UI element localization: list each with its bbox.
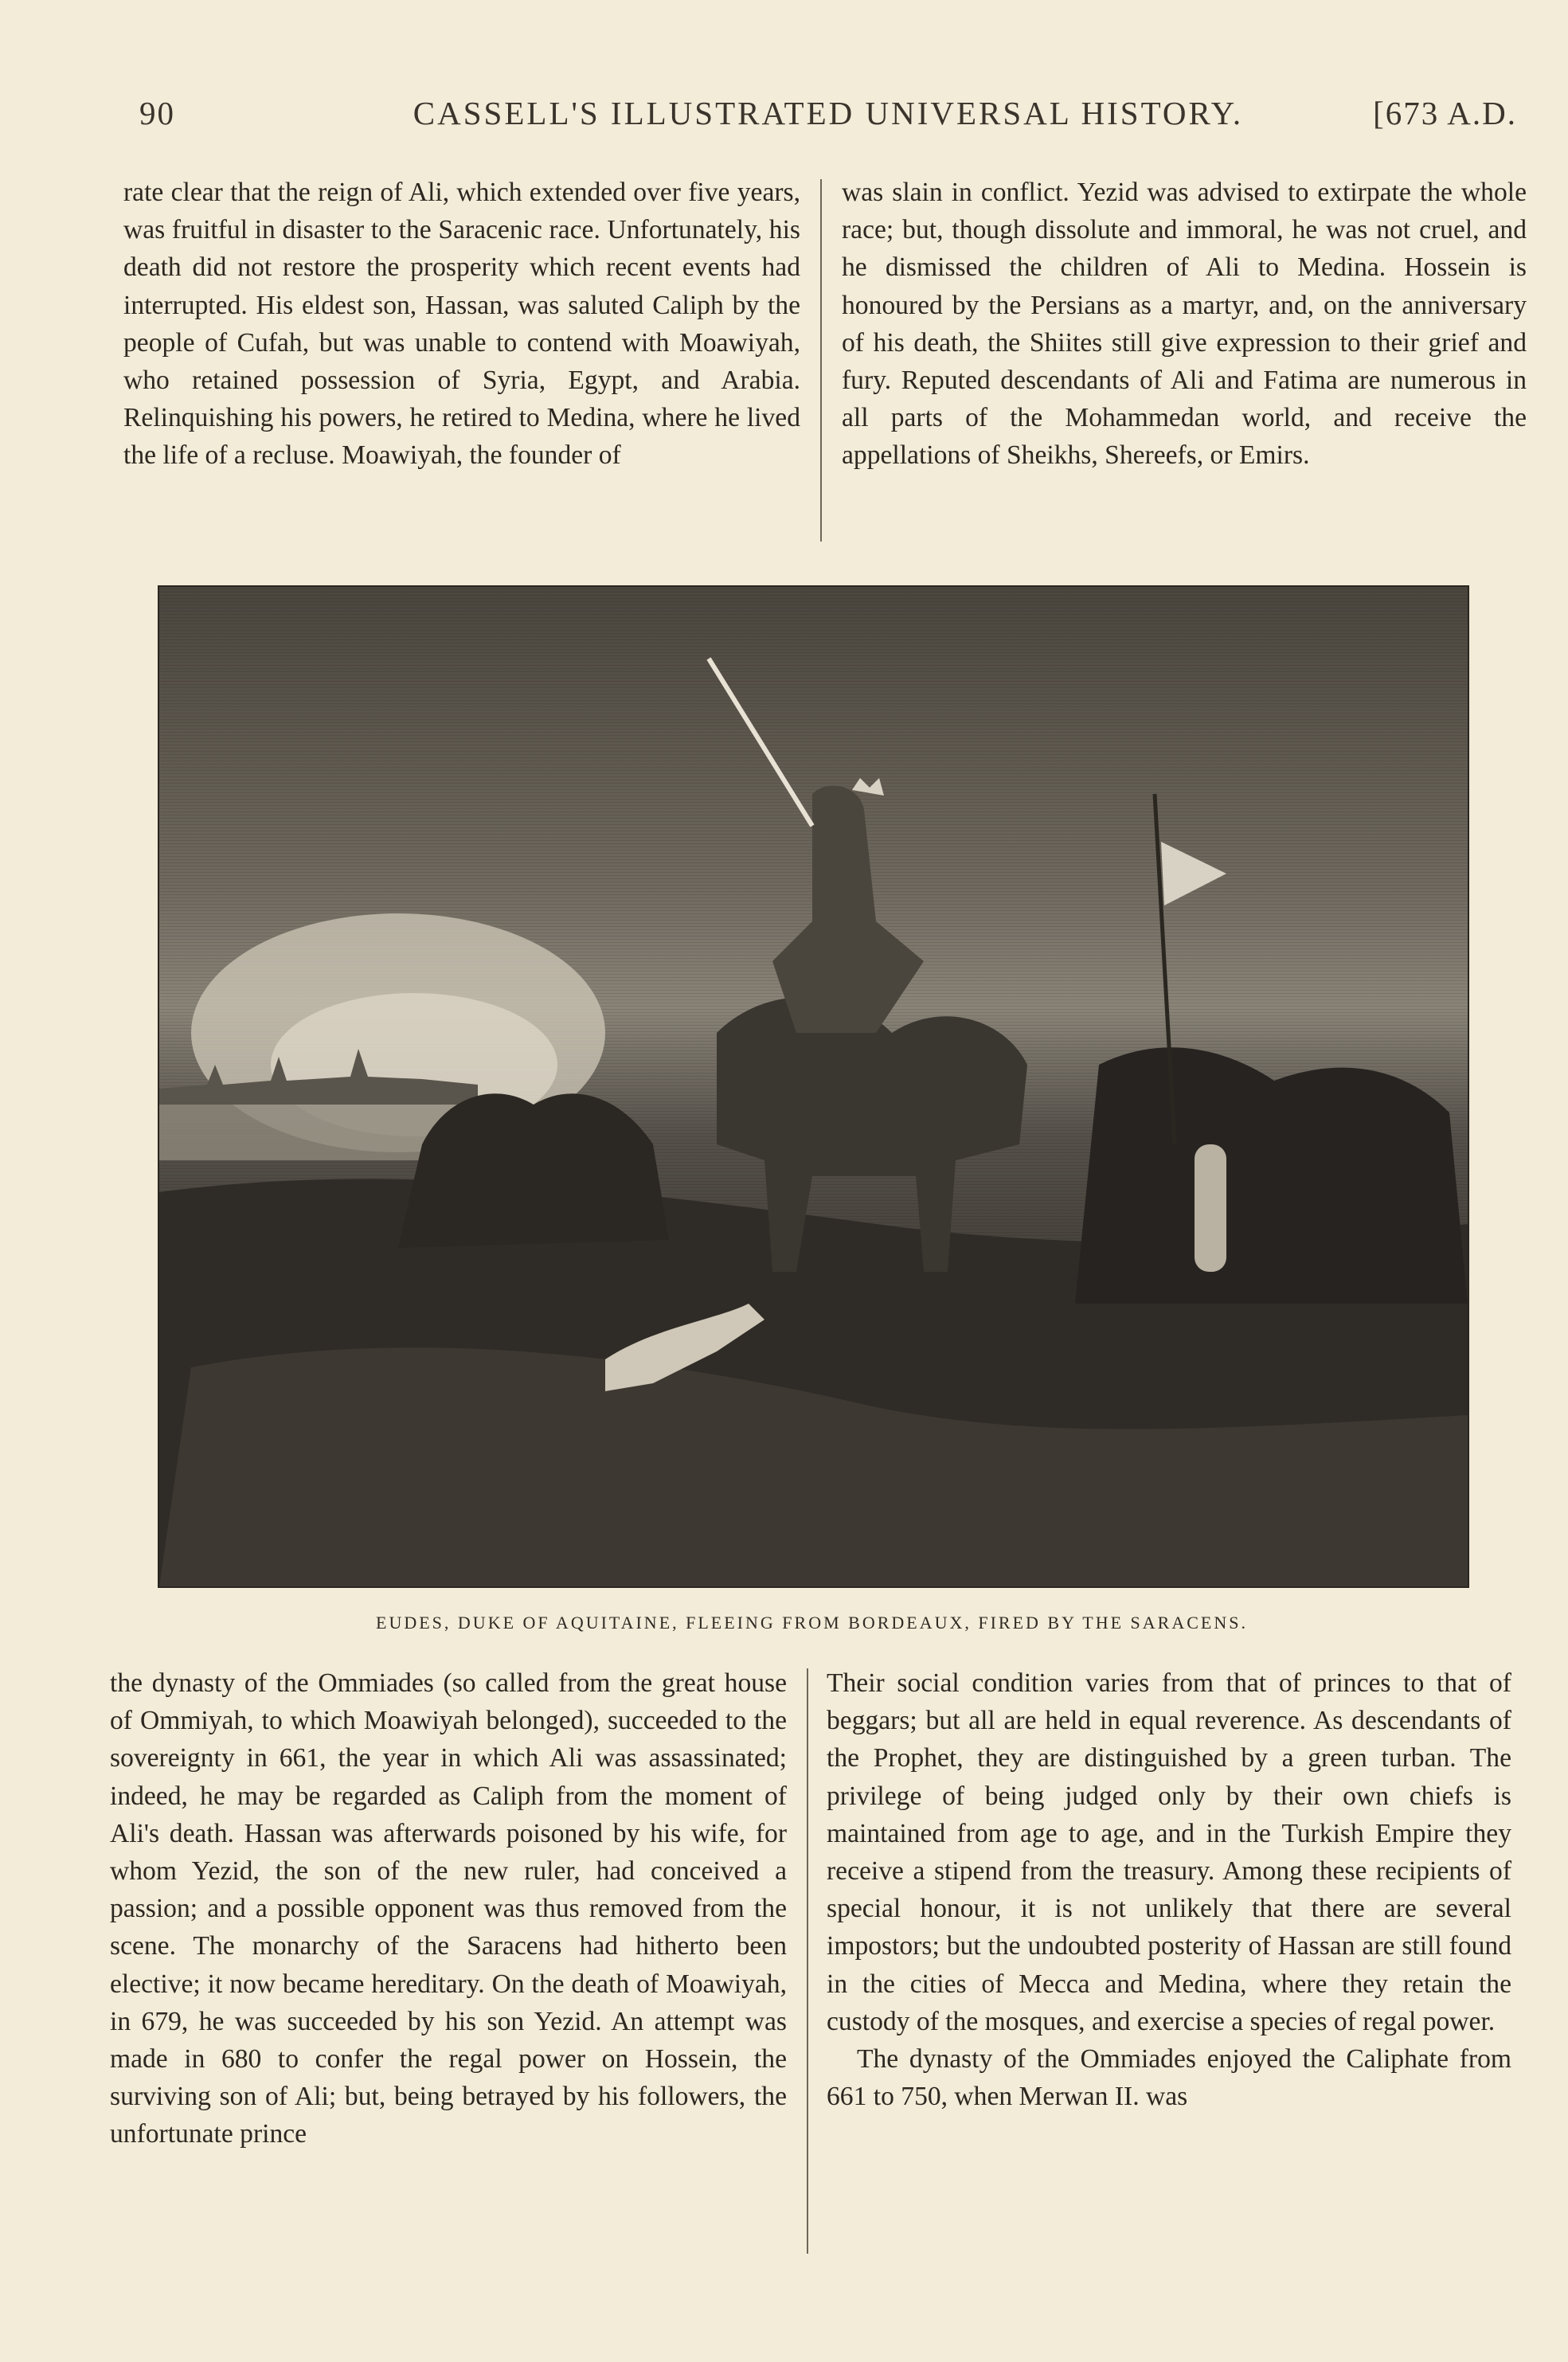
column-divider — [820, 179, 822, 542]
engraving-illustration — [158, 585, 1469, 1588]
text-column-top-right — [842, 174, 1527, 475]
paragraph: was slain in conflict. Yezid was advised to extirpate the whole race; but, though dissolute and immoral, he was not cruel, and he dismissed the children of Ali to Medina. Hossein is honoured by the Persians as a martyr, and, on the anniversary of his death, the Shiites still give expression to their grief and fury. Reputed descendants of Ali and Fatima are numerous in all parts of the Mohammedan world, and receive the appellations of Sheikhs, Shereefs, or Emirs. — [842, 178, 1527, 471]
pennant — [1161, 842, 1226, 905]
rider-figure — [772, 786, 924, 1033]
paragraph: The dynasty of the Ommiades enjoyed the Caliphate from 661 to 750, when Merwan II. was — [827, 2044, 1511, 2112]
running-title: CASSELL'S ILLUSTRATED UNIVERSAL HISTORY. — [413, 95, 1244, 131]
page-date: [673 A.D. — [1373, 95, 1517, 131]
crown — [852, 778, 884, 796]
text-column-bottom-right — [827, 1664, 1511, 2115]
column-divider — [807, 1668, 808, 2254]
text-column-top-left — [123, 174, 800, 475]
engraving-drawing — [159, 587, 1468, 1586]
page-header — [139, 94, 1517, 142]
raised-sword — [709, 659, 812, 826]
text-column-bottom-left — [110, 1664, 787, 2153]
paragraph: Their social condition varies from that of princes to that of beggars; but all are held in equal reverence. As descendants of the Prophet, they are distinguished by a green turban. The privilege of being judged only by their own chiefs is maintained from age to age, and in the Turkish Empire they receive a stipend from the treasury. Among these recipients of special honour, it is not unlikely that there are several impostors; but the undoubted posterity of Hassan are still found in the cities of Mecca and Medina, where they retain the custody of the mosques, and exercise a species of regal power. — [827, 1668, 1511, 2036]
paragraph: the dynasty of the Ommiades (so called from the great house of Ommiyah, to which Moawiyah belonged), succeeded to the sovereignty in 661, the year in which Ali was assassinated; indeed, he may be regarded as Caliph from the moment of Ali's death. Hassan was afterwards poisoned by his wife, for whom Yezid, the son of the new ruler, had conceived a passion; and a possible opponent was thus removed from the scene. The monarchy of the Saracens had hitherto been elective; it now became hereditary. On the death of Moawiyah, in 679, he was succeeded by his son Yezid. An attempt was made in 680 to confer the regal power on Hossein, the surviving son of Ali; but, being betrayed by his followers, the unfortunate prince — [110, 1668, 787, 2149]
shield — [1195, 1144, 1226, 1272]
paragraph: rate clear that the reign of Ali, which extended over five years, was fruitful in disaster to the Saracenic race. Unfortunately, his death did not restore the prosperity which recent events had interrupted. His eldest son, Hassan, was saluted Caliph by the people of Cufah, but was unable to contend with Moawiyah, who retained possession of Syria, Egypt, and Arabia. Relinquishing his powers, he retired to Medina, where he lived the life of a recluse. Moawiyah, the founder of — [123, 178, 800, 471]
page-number: 90 — [139, 95, 175, 131]
illustration-caption: EUDES, DUKE OF AQUITAINE, FLEEING FROM BORDEAUX, FIRED BY THE SARACENS. — [376, 1613, 1248, 1633]
soldiers-right — [1075, 1047, 1468, 1304]
